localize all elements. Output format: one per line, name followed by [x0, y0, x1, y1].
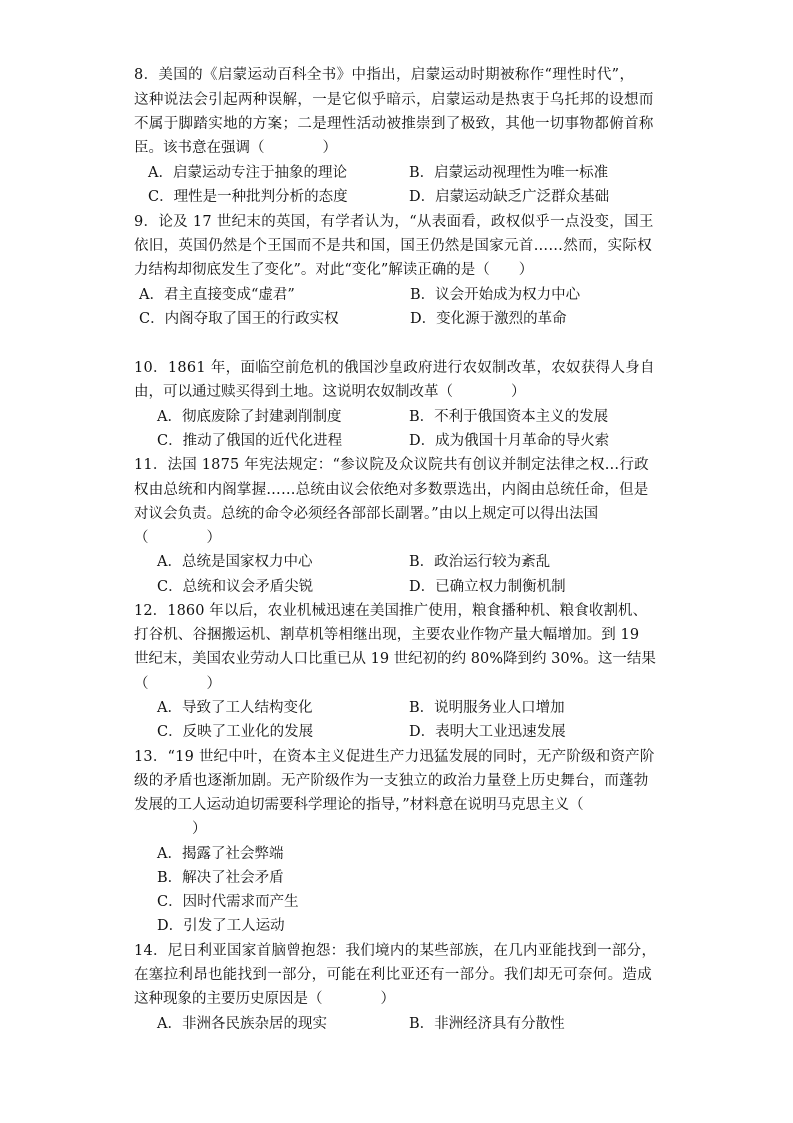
q8-line-4: 臣。该书意在强调（ ）	[134, 140, 337, 156]
q11-option-d[interactable]: D．已确立权力制衡机制	[409, 579, 566, 595]
q13-option-b[interactable]: B．解决了社会矛盾	[157, 870, 284, 886]
q11-line-3: 对议会负责。总统的命令必须经各部部长副署。”由以上规定可以得出法国	[134, 506, 599, 522]
q12-option-b[interactable]: B．说明服务业人口增加	[409, 700, 565, 716]
q12-line-3: 世纪末，美国农业劳动人口比重已从 19 世纪初的约 80%降到约 30%。这一结果	[134, 651, 656, 667]
q13-option-c[interactable]: C．因时代需求而产生	[157, 894, 299, 910]
q13-line-3: 发展的工人运动迫切需要科学理论的指导，”材料意在说明马克思主义（	[134, 797, 584, 813]
q12-line-1: 12．1860 年以后，农业机械迅速在美国推广使用，粮食播种机、粮食收割机、	[134, 603, 648, 619]
q9-option-d[interactable]: D．变化源于激烈的革命	[410, 311, 567, 327]
q8-line-1: 8．美国的《启蒙运动百科全书》中指出，启蒙运动时期被称作“理性时代”，	[134, 67, 635, 83]
q8-option-d[interactable]: D．启蒙运动缺乏广泛群众基础	[409, 189, 610, 205]
q9-line-2: 依旧，英国仍然是个王国而不是共和国，国王仍然是国家元首……然而，实际权	[134, 238, 652, 254]
q10-option-a[interactable]: A．彻底废除了封建剥削制度	[157, 409, 342, 425]
q10-option-c[interactable]: C．推动了俄国的近代化进程	[157, 433, 343, 449]
q14-option-b[interactable]: B．非洲经济具有分散性	[409, 1016, 565, 1032]
q13-line-2: 级的矛盾也逐渐加剧。无产阶级作为一支独立的政治力量登上历史舞台，而蓬勃	[134, 773, 649, 789]
q11-option-a[interactable]: A．总统是国家权力中心	[157, 554, 313, 570]
q9-option-b[interactable]: B．议会开始成为权力中心	[410, 287, 581, 303]
q10-option-b[interactable]: B．不利于俄国资本主义的发展	[409, 409, 609, 425]
q10-line-2: 由，可以通过赎买得到土地。这说明农奴制改革（ ）	[134, 384, 526, 400]
q12-line-2: 打谷机、谷捆搬运机、割草机等相继出现，主要农业作物产量大幅增加。到 19	[134, 627, 640, 643]
q12-option-a[interactable]: A．导致了工人结构变化	[157, 700, 313, 716]
q11-line-1: 11．法国 1875 年宪法规定：“参议院及众议院共有创议并制定法律之权…行政	[134, 457, 649, 473]
q13-line-1: 13．“19 世纪中叶，在资本主义促进生产力迅猛发展的同时，无产阶级和资产阶	[134, 749, 655, 765]
q8-line-2: 这种说法会引起两种误解，一是它似乎暗示，启蒙运动是热衷于乌托邦的设想而	[134, 92, 654, 108]
q13-line-4: ）	[134, 821, 207, 837]
q9-option-c[interactable]: C．内阁夺取了国王的行政实权	[139, 311, 339, 327]
q10-line-1: 10．1861 年，面临空前危机的俄国沙皇政府进行农奴制改革，农奴获得人身自	[134, 360, 655, 376]
q14-line-3: 这种现象的主要历史原因是（ ）	[134, 991, 395, 1007]
q10-option-d[interactable]: D．成为俄国十月革命的导火索	[409, 433, 610, 449]
q8-option-c[interactable]: C．理性是一种批判分析的态度	[148, 189, 348, 205]
q13-option-a[interactable]: A．揭露了社会弊端	[157, 846, 284, 862]
q14-line-2: 在塞拉利昂也能找到一部分，可能在利比亚还有一部分。我们却无可奈何。造成	[134, 967, 652, 983]
q13-option-d[interactable]: D．引发了工人运动	[157, 918, 285, 934]
q11-line-4: （ ）	[134, 530, 221, 546]
q11-option-b[interactable]: B．政治运行较为紊乱	[409, 554, 551, 570]
q9-line-1: 9．论及 17 世纪末的英国，有学者认为，“从表面看，政权似乎一点没变，国王	[134, 214, 654, 230]
q12-line-4: （ ）	[134, 676, 221, 692]
q8-option-a[interactable]: A．启蒙运动专注于抽象的理论	[148, 165, 347, 181]
q11-line-2: 权由总统和内阁掌握……总统由议会依绝对多数票选出，内阁由总统任命，但是	[134, 482, 649, 498]
q14-line-1: 14．尼日利亚国家首脑曾抱怨：我们境内的某些部族，在几内亚能找到一部分，	[134, 943, 657, 959]
q9-option-a[interactable]: A．君主直接变成“虚君”	[139, 287, 295, 303]
q12-option-d[interactable]: D．表明大工业迅速发展	[409, 724, 566, 740]
q9-line-3: 力结构却彻底发生了变化”。对此“变化”解读正确的是（ ）	[134, 262, 534, 278]
q8-line-3: 不属于脚踏实地的方案；二是理性活动被推崇到了极致，其他一切事物都俯首称	[134, 116, 654, 132]
q14-option-a[interactable]: A．非洲各民族杂居的现实	[157, 1016, 327, 1032]
q8-option-b[interactable]: B．启蒙运动视理性为唯一标准	[409, 165, 609, 181]
q12-option-c[interactable]: C．反映了工业化的发展	[157, 724, 314, 740]
q11-option-c[interactable]: C．总统和议会矛盾尖锐	[157, 579, 314, 595]
